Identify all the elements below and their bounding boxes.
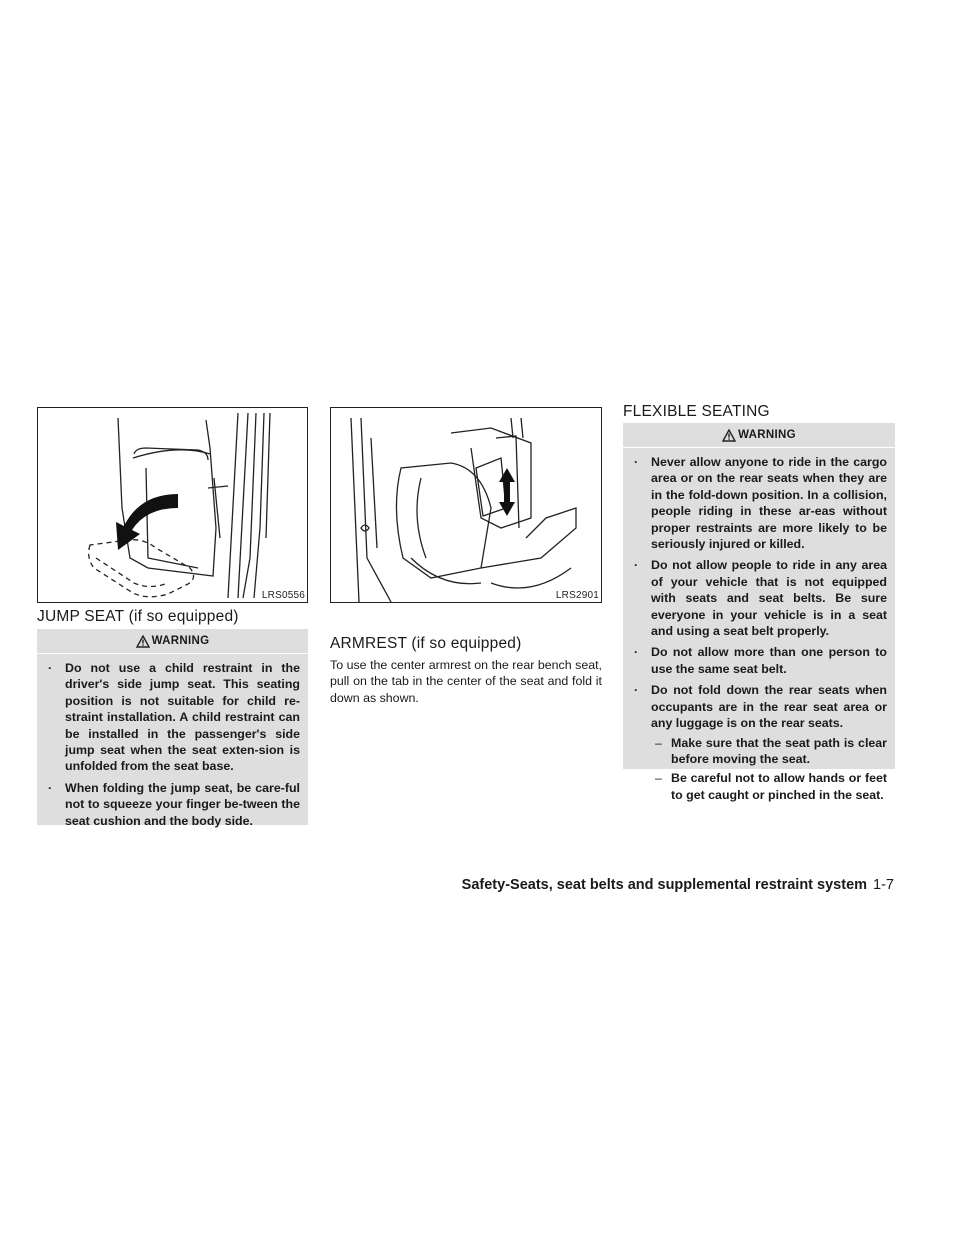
armrest-illustration [330, 407, 602, 603]
footer-section-title: Safety-Seats, seat belts and supplemental restraint system [461, 877, 868, 893]
armrest-body-text: To use the center armrest on the rear bench seat, pull on the tab in the center of the seat and fold it down as shown. [330, 658, 602, 705]
warning-item: · When folding the jump seat, be care-ful not to squeeze your finger be-tween the seat cushion and the body side. [45, 780, 300, 829]
warning-list [45, 660, 300, 829]
flexible-seating-heading: FLEXIBLE SEATING [623, 403, 770, 420]
jump-seat-drawing [38, 408, 307, 602]
page-footer [462, 877, 894, 893]
warning-title: WARNING [623, 423, 895, 448]
warning-title: WARNING [37, 629, 308, 654]
warning-sub-list [651, 735, 887, 804]
warning-item: · Do not allow more than one person to use the same seat belt. [631, 644, 887, 677]
warning-item: · Do not allow people to ride in any area of your vehicle that is not equipped with seats and seat belts. Be sure everyone in your vehicle is in a seat and using a seat belt properly. [631, 557, 887, 639]
warning-list [631, 454, 887, 803]
warning-item: · Do not use a child restraint in the driver's side jump seat. This seating position is not suitable for child re-straint installation. A child restraint can be installed in the passenger's side jump seat when the seat exten-sion is unfolded from the seat base. [45, 660, 300, 775]
jump-seat-warning-box [37, 629, 308, 828]
jump-seat-heading: JUMP SEAT (if so equipped) [37, 608, 239, 625]
figure-code: LRS2901 [555, 590, 599, 601]
flexible-seating-warning-box [623, 423, 895, 802]
page-number: 1-7 [873, 877, 894, 893]
jump-seat-illustration [37, 407, 308, 603]
warning-item: · Do not fold down the rear seats when occupants are in the rear seat area or any luggage is on the rear seats. – Make sure that the seat path is clear before moving the seat. – Be careful not to allow hands or feet to get caught or pinched in the seat. [631, 682, 887, 803]
figure-code: LRS0556 [261, 590, 305, 601]
armrest-drawing [331, 408, 601, 602]
warning-sub-item: – Make sure that the seat path is clear before moving the seat. [651, 735, 887, 768]
armrest-heading: ARMREST (if so equipped) [330, 635, 522, 652]
warning-triangle-icon [136, 635, 150, 648]
warning-item: · Never allow anyone to ride in the cargo area or on the rear seats when they are in the fold-down position. In a collision, people riding in these ar-eas without proper restraints are more likely to be seriously injured or killed. [631, 454, 887, 552]
warning-sub-item: – Be careful not to allow hands or feet to get caught or pinched in the seat. [651, 770, 887, 803]
warning-triangle-icon [722, 429, 736, 442]
